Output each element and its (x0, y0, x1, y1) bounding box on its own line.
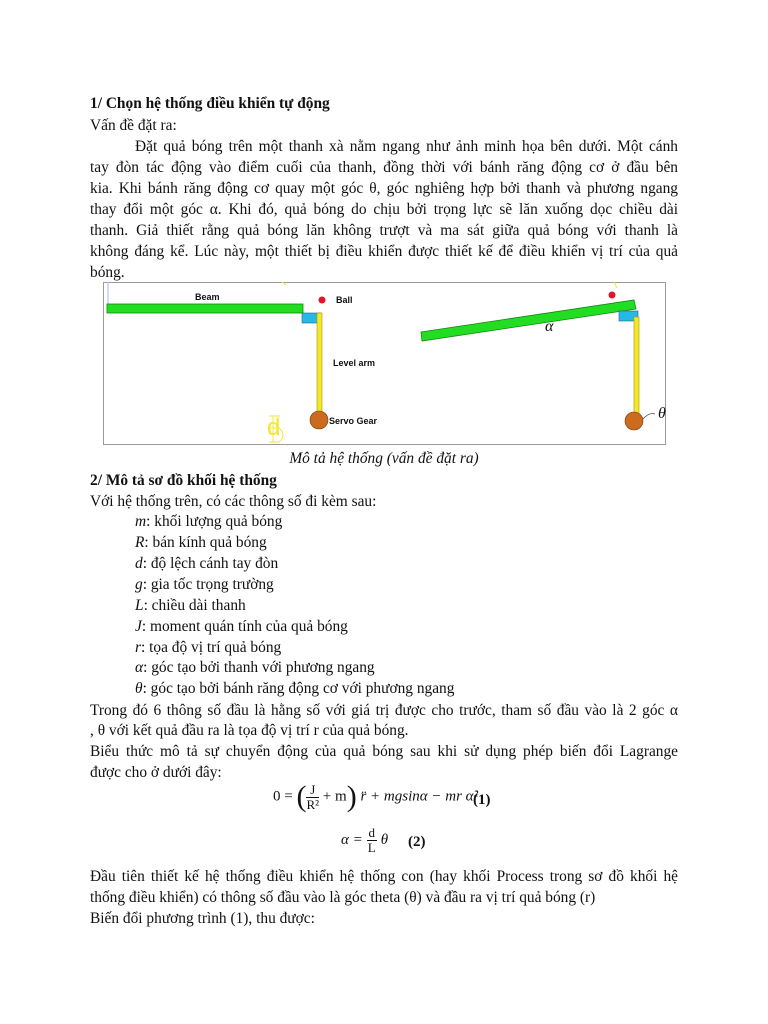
gear-left (310, 411, 328, 429)
eq2-numerator: d (368, 825, 375, 840)
label-alpha: α (545, 318, 554, 335)
eq1-denominator: R² (306, 796, 320, 812)
text-line: Biến đổi phương trình (1), thu được: (90, 910, 315, 927)
param-symbol: L (135, 597, 144, 614)
label-theta: θ (658, 405, 666, 422)
text-line: , θ với kết quả đầu ra là tọa độ vị trí r của quả bóng. (90, 722, 409, 739)
para-line: kia. Khi bánh răng động cơ quay một góc θ, góc nghiêng hợp bởi thanh và phương ngang (90, 180, 678, 197)
section1-heading: 1/ Chọn hệ thống điều khiển tự động (90, 95, 330, 112)
param-item (135, 532, 267, 553)
param-symbol: r (135, 639, 141, 656)
text-line: được cho ở dưới đây: (90, 764, 222, 781)
label-d: d (267, 414, 281, 441)
param-item (135, 678, 454, 699)
param-item (135, 595, 246, 616)
param-symbol: α (135, 659, 144, 676)
label-servo-gear: Servo Gear (329, 416, 378, 426)
para-line: thay đổi một góc α. Khi đó, quả bóng do chịu bởi trọng lực sẽ lăn xuống dọc chiều dài (90, 201, 678, 218)
eq1-lhs: 0 = (273, 788, 293, 805)
param-item (135, 637, 281, 658)
label-ball: Ball (336, 295, 353, 305)
param-symbol: d (135, 555, 143, 572)
equation-2 (341, 825, 426, 855)
param-desc: : độ lệch cánh tay đòn (142, 555, 279, 572)
param-desc: : khối lượng quả bóng (146, 513, 283, 530)
ball-right (609, 292, 616, 299)
para-line: thanh. Giả thiết rằng quả bóng lăn không trượt và ma sát giữa quả bóng với thanh là (90, 222, 678, 239)
param-item (135, 511, 282, 532)
param-desc: : gia tốc trọng trường (142, 576, 274, 593)
label-beam: Beam (195, 292, 220, 302)
label-level-arm: Level arm (333, 358, 376, 368)
ball-left (319, 297, 326, 304)
para-line: bóng. (90, 264, 125, 281)
param-desc: : moment quán tính của quả bóng (141, 618, 348, 635)
param-item (135, 657, 375, 678)
eq1-numerator: J (306, 783, 319, 798)
problem-label: Vấn đề đặt ra: (90, 117, 177, 134)
para-line: tay đòn tác động vào điểm cuối của thanh, đồng thời với bánh răng động cơ ở đầu bên (90, 159, 678, 176)
param-symbol: J (135, 618, 142, 635)
eq1-tag: (1) (473, 792, 491, 808)
gear-right (625, 412, 643, 430)
param-symbol: R (135, 534, 145, 551)
param-item (135, 553, 278, 574)
param-item (135, 616, 348, 637)
para-line: không đáng kể. Lúc này, một thiết bị điều khiển được thiết kế để điều khiển vị trí của quả (90, 243, 678, 260)
eq2-rest: θ (380, 831, 389, 848)
param-desc: : góc tạo bởi bánh răng động cơ với phương ngang (142, 680, 455, 697)
param-symbol: θ (135, 680, 143, 697)
param-desc: : bán kính quả bóng (144, 534, 267, 551)
figure-caption: Mô tả hệ thống (vấn đề đặt ra) (289, 450, 479, 467)
system-figure (103, 282, 666, 445)
eq1-rest: r̈ + mgsinα − mr α̇² (360, 788, 479, 805)
param-desc: : góc tạo bởi thanh với phương ngang (143, 659, 375, 676)
section2-intro: Với hệ thống trên, có các thông số đi kèm sau: (90, 493, 377, 510)
param-symbol: g (135, 576, 143, 593)
eq1-plus-m: + m (322, 788, 347, 805)
equation-1: 0 = ( $\frac{J}{\text{R²}}$ + m) r̈ + mgsinα − mr α̇² (1) (273, 780, 491, 813)
para-line: Đặt quả bóng trên một thanh xà nằm ngang như ảnh minh họa bên dưới. Một cánh (135, 138, 678, 155)
text-line: Đầu tiên thiết kế hệ thống điều khiển hệ thống con (hay khối Process trong sơ đồ khối hệ (90, 868, 678, 885)
beam-left (107, 304, 303, 313)
param-desc: : chiều dài thanh (143, 597, 246, 614)
param-symbol: m (135, 513, 147, 530)
eq2-denominator: L (367, 840, 376, 855)
arm-right (634, 317, 639, 413)
section2-heading: 2/ Mô tả sơ đồ khối hệ thống (90, 472, 277, 489)
text-line: thống điều khiển) có thông số đầu vào là góc theta (θ) và đầu ra vị trí quả bóng (r) (90, 889, 596, 906)
param-desc: : tọa độ vị trí quả bóng (141, 639, 282, 656)
param-item (135, 574, 274, 595)
eq1-fraction (306, 783, 319, 812)
eq2-fraction (367, 826, 378, 855)
text-line: Trong đó 6 thông số đầu là hằng số với giá trị được cho trước, tham số đầu vào là 2 góc α (90, 702, 678, 719)
eq2-tag: (2) (408, 834, 426, 850)
arm-left (317, 313, 322, 413)
text-line: Biểu thức mô tả sự chuyển động của quả bóng sau khi sử dụng phép biến đổi Lagrange (90, 743, 678, 760)
eq2-lhs: α = (341, 831, 363, 848)
